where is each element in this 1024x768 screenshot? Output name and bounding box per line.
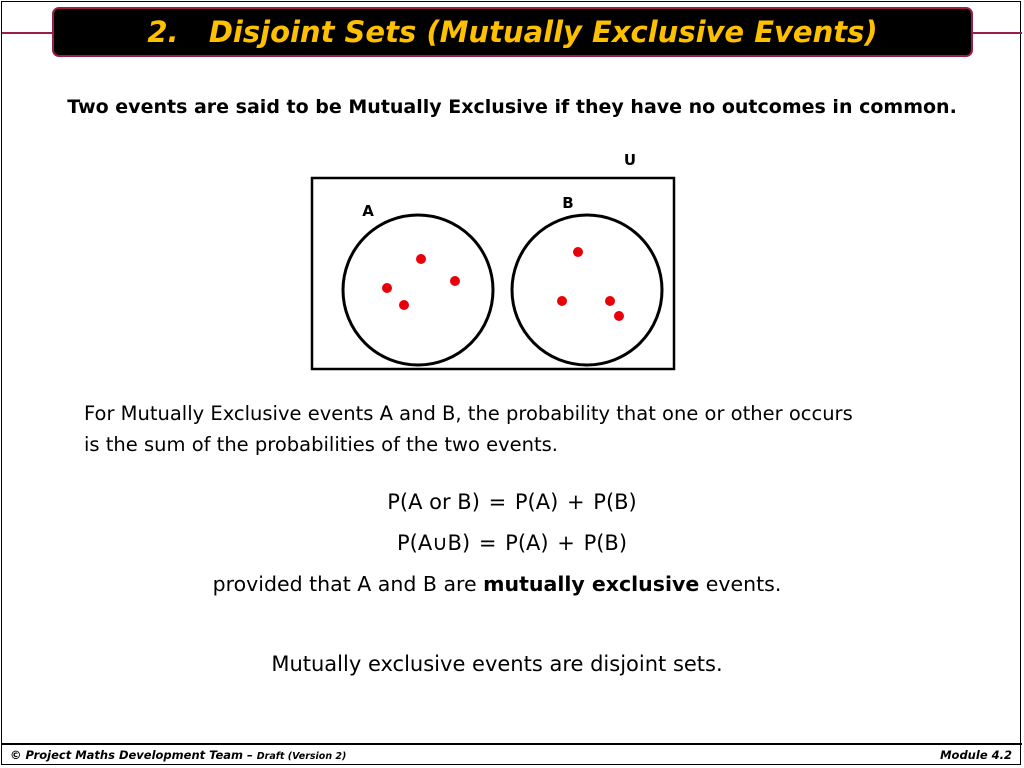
formula-term: P(B) (593, 490, 637, 514)
formula-term: P(B) (583, 531, 628, 555)
set-b-circle (512, 215, 662, 365)
provided-text-end: events. (699, 572, 782, 596)
outcome-dot (399, 300, 409, 310)
title-bar (52, 7, 973, 57)
closing-statement: Mutually exclusive events are disjoint sets. (271, 652, 723, 676)
title-rule-right (968, 32, 1022, 34)
formula-lhs: P(A or B) (387, 490, 480, 514)
formula-or (0, 490, 1024, 514)
body-line: is the sum of the probabilities of the two events. (84, 433, 558, 456)
formula-lhs: P(A∪B) (396, 531, 471, 555)
body-paragraph (84, 398, 944, 460)
outcome-dot (605, 296, 615, 306)
provided-statement (0, 572, 994, 596)
outcome-dot (416, 254, 426, 264)
formula-union (0, 531, 1024, 555)
outcome-dot (382, 283, 392, 293)
formula-term: P(A) (505, 531, 549, 555)
formula-term: P(A) (514, 490, 559, 514)
plus-sign: + (566, 490, 585, 514)
outcome-dot (573, 247, 583, 257)
venn-diagram (300, 145, 690, 375)
outcome-dot (450, 276, 460, 286)
body-line: For Mutually Exclusive events A and B, the probability that one or other occurs (84, 402, 853, 425)
footer-credit (10, 748, 346, 762)
footer-module: Module 4.2 (940, 748, 1012, 762)
title-rule-left (2, 32, 56, 34)
outcome-dot (557, 296, 567, 306)
footer-credit-main: © Project Maths Development Team – (10, 748, 257, 762)
plus-sign: + (557, 531, 575, 555)
intro-text: Two events are said to be Mutually Exclusive if they have no outcomes in common. (67, 96, 957, 118)
equals-sign: = (478, 531, 497, 555)
set-a-label: A (362, 202, 374, 220)
equals-sign: = (488, 490, 507, 514)
universe-label: U (623, 151, 637, 169)
footer-draft-note: Draft (Version 2) (256, 751, 347, 762)
outcome-dot (614, 311, 624, 321)
set-b-label: B (562, 194, 574, 212)
slide-title: 2. Disjoint Sets (Mutually Exclusive Events) (147, 15, 878, 49)
set-a-circle (343, 215, 493, 365)
provided-emphasis: mutually exclusive (483, 572, 700, 596)
provided-text-start: provided that A and B are (212, 572, 484, 596)
footer-divider (2, 743, 1022, 745)
